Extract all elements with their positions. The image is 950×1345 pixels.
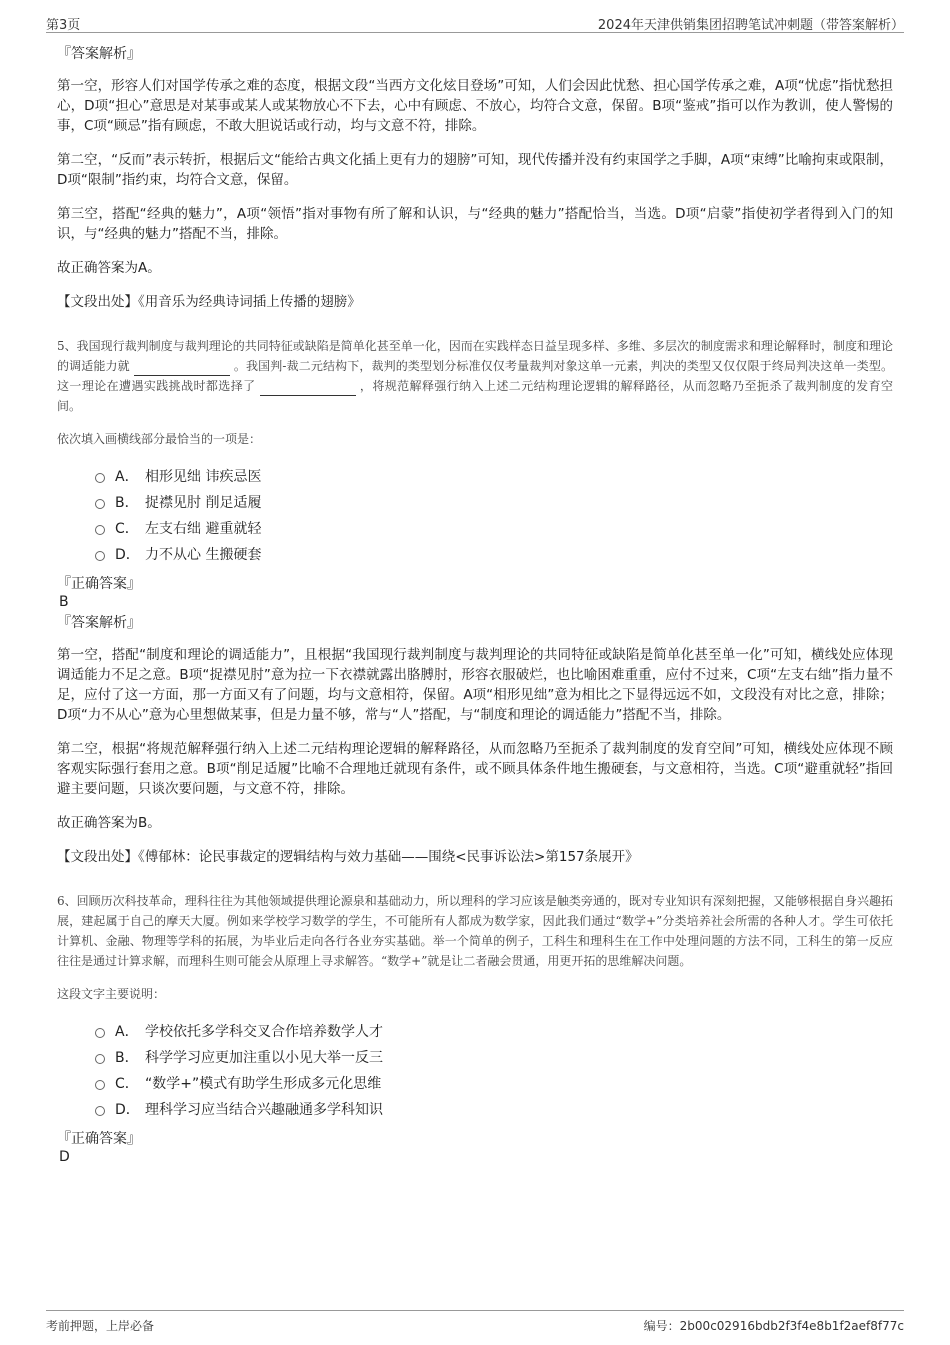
option-b[interactable]: B． 科学学习应更加注重以小见大举一反三 (95, 1044, 893, 1070)
document-code: 编号：2b00c02916bdb2f3f4e8b1f2aef8f77c (643, 1319, 904, 1333)
analysis-paragraph: 第一空，搭配“制度和理论的调适能力”，且根据“我国现行裁判制度与裁判理论的共同特征或缺陷是简单化甚至单一化”可知，横线处应体现调适能力不足之意。B项“捉襟见肘”意为拉一下衣襟就露出胳膊肘，形容衣服破烂，也比喻困难重重，应付不过来，C项“左支右绌”指力量不足，应付了这一方面，那一方面又有了问题，均与文意相符，保留。A项“相形见绌”意为相比之下显得远远不如，文段没有对比之意，排除；D项“力不从心”意为心里想做某事，但是力量不够，常与“人”搭配，与“制度和理论的调适能力”搭配不当，排除。 (57, 647, 893, 723)
radio-icon[interactable] (95, 551, 105, 561)
analysis-label: 『答案解析』 (57, 615, 141, 631)
analysis-conclusion: 故正确答案为A。 (57, 260, 161, 276)
option-d[interactable]: D． 力不从心 生搬硬套 (95, 541, 893, 567)
analysis-paragraph: 第一空，形容人们对国学传承之难的态度，根据文段“当西方文化炫目登场”可知，人们会因此忧愁、担心国学传承之难，A项“忧虑”指忧愁担心，D项“担心”意思是对某事或某人或某物放心不下去，心中有顾虑、不放心，均符合文意，保留。B项“鉴戒”指可以作为教训，使人警惕的事，C项“顾忌”指有顾虑，不敢大胆说话或行动，均与文意不符，排除。 (57, 78, 893, 134)
question-6-prompt: 这段文字主要说明： (57, 987, 166, 1001)
radio-icon[interactable] (95, 1106, 105, 1116)
question-5-options (95, 463, 893, 567)
option-c[interactable]: C． 左支右绌 避重就轻 (95, 515, 893, 541)
radio-icon[interactable] (95, 1054, 105, 1064)
page-content (57, 44, 893, 1168)
correct-answer-label: 『正确答案』 (57, 1131, 141, 1147)
radio-icon[interactable] (95, 525, 105, 535)
page-header (46, 10, 904, 33)
radio-icon[interactable] (95, 499, 105, 509)
option-b[interactable]: B． 捉襟见肘 削足适履 (95, 489, 893, 515)
radio-icon[interactable] (95, 473, 105, 483)
analysis-paragraph: 第三空，搭配“经典的魅力”，A项“领悟”指对事物有所了解和认识，与“经典的魅力”搭配恰当，当选。D项“启蒙”指使初学者得到入门的知识，与“经典的魅力”搭配不当，排除。 (57, 206, 893, 242)
question-5-text: 5、我国现行裁判制度与裁判理论的共同特征或缺陷是简单化甚至单一化，因而在实践样态日益呈现多样、多维、多层次的制度需求和理论解释时，制度和理论的调适能力就 。我国判-裁二元结构下，裁判的类型划分标准仅仅考量裁判对象这单一元素，判决的类型又仅仅限于终局判决这单一类型。这一理论在遭遇实践挑战时都选择了 ，将规范解释强行纳入上述二元结构理论逻辑的解释路径，从而忽略乃至扼杀了裁判制度的发育空间。 (57, 339, 893, 413)
option-c[interactable]: C． “数学+”模式有助学生形成多元化思维 (95, 1070, 893, 1096)
question-6-options (95, 1018, 893, 1122)
analysis-label: 『答案解析』 (57, 46, 141, 62)
question-5-prompt: 依次填入画横线部分最恰当的一项是： (57, 432, 262, 446)
correct-answer-label: 『正确答案』 (57, 576, 141, 592)
footer-slogan: 考前押题，上岸必备 (46, 1319, 155, 1333)
radio-icon[interactable] (95, 1028, 105, 1038)
fill-blank-1 (134, 361, 230, 376)
document-title: 2024年天津供销集团招聘笔试冲刺题（带答案解析） (597, 18, 904, 33)
page-footer (46, 1310, 904, 1337)
source-citation: 【文段出处】《傅郁林：论民事裁定的逻辑结构与效力基础——围绕<民事诉讼法>第157条展开》 (57, 849, 639, 865)
analysis-conclusion: 故正确答案为B。 (57, 815, 161, 831)
option-d[interactable]: D． 理科学习应当结合兴趣融通多学科知识 (95, 1096, 893, 1122)
question-6-text: 6、回顾历次科技革命，理科往往为其他领域提供理论源泉和基础动力，所以理科的学习应该是触类旁通的，既对专业知识有深刻把握，又能够根据自身兴趣拓展，建起属于自己的摩天大厦。例如来学校学习数学的学生，不可能所有人都成为数学家，因此我们通过“数学+”分类培养社会所需的各种人才。学生可依托计算机、金融、物理等学科的拓展，为毕业后走向各行各业夯实基础。举一个简单的例子，工科生和理科生在工作中处理问题的方法不同，工科生的第一反应往往是通过计算求解，而理科生则可能会从原理上寻求解答。“数学+”就是让二者融会贯通，用更开拓的思维解决问题。 (57, 894, 893, 968)
correct-answer: B (59, 594, 69, 610)
option-a[interactable]: A． 学校依托多学科交叉合作培养数学人才 (95, 1018, 893, 1044)
correct-answer: D (59, 1149, 70, 1165)
radio-icon[interactable] (95, 1080, 105, 1090)
option-a[interactable]: A． 相形见绌 讳疾忌医 (95, 463, 893, 489)
analysis-paragraph: 第二空，根据“将规范解释强行纳入上述二元结构理论逻辑的解释路径，从而忽略乃至扼杀了裁判制度的发育空间”可知，横线处应体现不顾客观实际强行套用之意。B项“削足适履”比喻不合理地迁就现有条件，或不顾具体条件地生搬硬套，与文意相符，当选。C项“避重就轻”指回避主要问题，只谈次要问题，与文意不符，排除。 (57, 741, 893, 797)
page-number: 第3页 (46, 18, 81, 33)
source-citation: 【文段出处】《用音乐为经典诗词插上传播的翅膀》 (57, 294, 361, 310)
fill-blank-2 (260, 381, 356, 396)
analysis-paragraph: 第二空，“反而”表示转折，根据后文“能给古典文化插上更有力的翅膀”可知，现代传播并没有约束国学之手脚，A项“束缚”比喻拘束或限制，D项“限制”指约束，均符合文意，保留。 (57, 152, 893, 188)
